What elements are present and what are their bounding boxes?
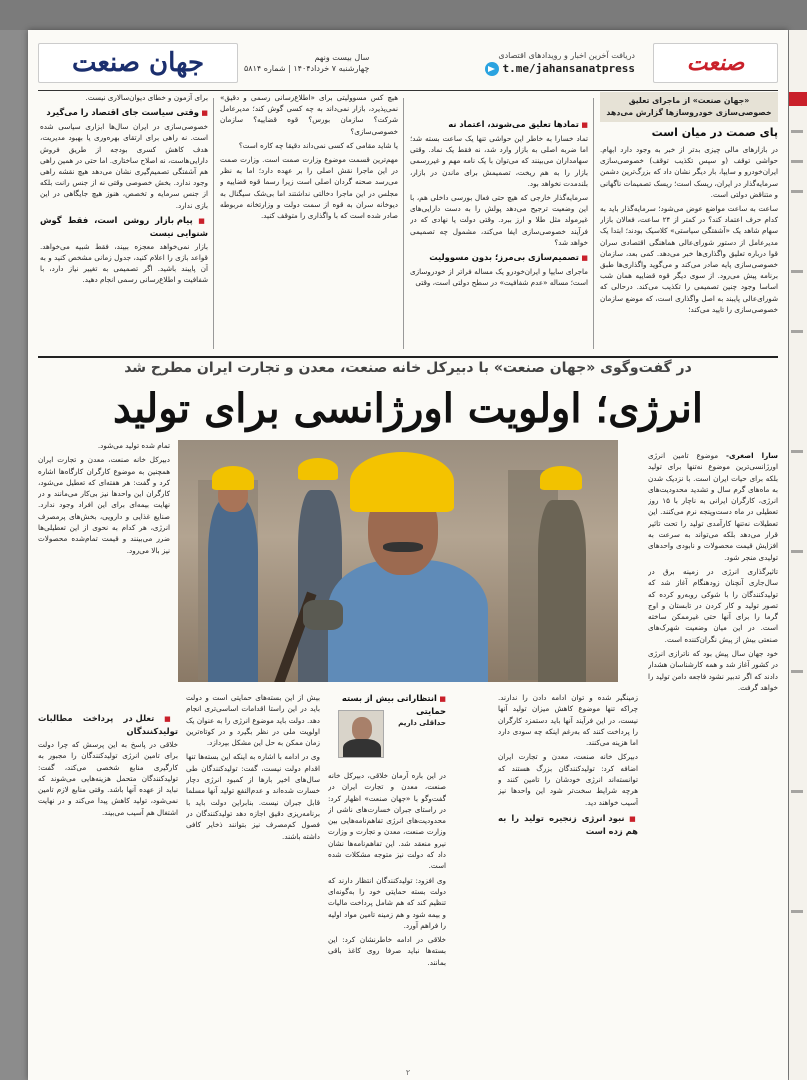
adjacent-text-line <box>791 160 803 163</box>
author-byline: سارا اصغری- <box>726 451 778 460</box>
main-col-left <box>38 440 170 702</box>
top-col2-p2: سرمایه‌گذار خارجی که هیچ حتی فعال بورسی داخلی هم، با این وضعیت ترجیح می‌دهد پولش را به دست دارایی‌های غیرمولد مثل طلا و ارز ببرد. وقتی دولت یا نهادی که در فرآیند خصوصی‌سازی ایفا می‌کند، مشمول چه تصمیمی خواهد شد؟ <box>410 193 588 247</box>
top-title: پای صمت در میان است <box>651 126 778 139</box>
col-divider <box>593 98 594 349</box>
top-col2-p3: ماجرای سایپا و ایران‌خودرو یک مساله فراتر از خودروسازی است؛ مساله «عدم شفافیت» در سطح دولتی است، وقتی <box>410 267 588 288</box>
bg-worker <box>538 500 586 682</box>
adjacent-text-line <box>791 270 803 273</box>
main-article <box>38 440 778 1080</box>
top-col2-subhead1: ■ تمادها تعلیق می‌شوند، اعتماد نه <box>410 118 588 131</box>
left-subhead: ■ تعلل در پرداخت مطالبات تولیدکنندگان <box>38 712 178 737</box>
col-divider <box>213 98 214 349</box>
adjacent-page-edge <box>789 30 807 1080</box>
section-logo <box>653 43 778 83</box>
volume-line: سال بیست ونهم <box>314 52 370 62</box>
main-worker-mustache <box>383 542 423 552</box>
brand-text: جهان صنعت <box>71 48 205 78</box>
workers-photo <box>178 440 618 682</box>
headline-kicker: در گفت‌وگوی «جهان صنعت» با دبیرکل خانه صنعت، معدن و تجارت ایران مطرح شد <box>124 360 692 376</box>
header-rule <box>38 90 778 91</box>
top-col-1 <box>600 92 778 355</box>
portrait-head <box>352 717 372 741</box>
adjacent-text-line <box>791 910 803 913</box>
adjacent-text-line <box>791 670 803 673</box>
mid-col2-p2: وی افزود: تولیدکنندگان انتظار دارند که دولت بسته حمایتی خود را به‌گونه‌ای تنظیم کند که هم شامل پرداخت مالیات و بیمه شود و هم زمینه تامین مواد اولیه را فراهم آورد. <box>328 875 446 930</box>
main-mid-col3 <box>186 692 320 1066</box>
main-worker-helmet <box>350 452 454 512</box>
mid-col1-subhead: ■ نبود انرژی زنجیره تولید را به هم زده است <box>498 812 638 837</box>
mid-col2-p1: در این باره آرمان خلاقی، دبیرکل خانه صنعت، معدن و تجارت ایران در گفت‌وگو با «جهان صنعت» اظهار کرد: در راستای جبران خسارت‌های ناشی از محدودیت‌های انرژی تفاهم‌نامه‌هایی بین وزارت صنعت، معدن و تجارت و وزارت نیرو منعقد شد. این تفاهم‌نامه‌ها نشان داد که دولت نیز متوجه مشکلات شده است. <box>328 771 446 871</box>
newspaper-page <box>28 30 788 1080</box>
main-left-p1: تمام شده تولید می‌شود. <box>97 441 170 450</box>
brand-logo <box>38 43 238 83</box>
top-col4-p2: بازار نمی‌خواهد معجزه ببیند، فقط شبیه می‌خواهد. قواعد بازی را اعلام کنید، جدول زمانی مشخص کنید و به آن پایبند باشید. اگر تصمیمی به تغییر نیاز دارد، با شفافیت و اطلاع‌رسانی رسمی انجام دهید. <box>40 241 208 285</box>
adjacent-text-line <box>791 330 803 333</box>
top-col-2 <box>410 116 588 355</box>
quote-subtitle: حداقلی داریم <box>398 718 446 727</box>
top-col4-subhead1: ■ وقتی سیاست جای اقتصاد را می‌گیرد <box>40 106 208 119</box>
top-col4-p0: برای آزمون و خطای دیوان‌سالاری نیست. <box>85 93 208 102</box>
social-info <box>485 51 635 76</box>
quote-title: ■ انتظاراتی بیش از بسته حمایتی <box>328 692 446 717</box>
main-mid-col2 <box>328 770 446 1066</box>
top-article <box>38 92 778 355</box>
top-col4-subhead2: ■ پیام بازار روشن است، فقط گوش شنوایی نیست <box>40 214 208 239</box>
top-col2-p1: تماد خسارا به خاطر این حواشی تنها یک ساعت بسته شد؛ اما ضربه اصلی به بازار وارد شد، نه فقط یک نماد. وقتی سهامداران می‌بینند که می‌توان با یک نامه مهم و غیررسمی بازار را به هم ریخت، تصمیمش برای ماندن در بازار، بلندمدت نخواهد بود. <box>410 134 588 188</box>
section-logo-text: صنعت <box>686 50 745 76</box>
helmet-icon <box>540 466 582 490</box>
main-right-p1: موضوع تامین انرژی اورژانسی‌ترین موضوع نه‌تنها برای تولید بلکه برای حیات ایران است. با نزدیک شدن به ماه‌های گرم سال و تشدید محدودیت‌های انرژی، کارگران ایرانی به ناچار با ۱۵ روز تعطیلی در ماه دست‌وپنجه نرم می‌کنند. این تعطیلات نه‌تنها کارآمدی تولید را تحت تاثیر قرار می‌دهد بلکه می‌تواند به سرعت به افزایش قیمت محصولات و نابودی واحدهای تولیدی منجر شود. <box>648 451 778 562</box>
worker-glove <box>303 600 343 630</box>
col-divider <box>403 98 404 349</box>
telegram-icon <box>485 62 499 76</box>
issue-info <box>244 52 369 74</box>
top-col-3 <box>220 92 398 355</box>
interviewee-portrait <box>338 710 384 758</box>
adjacent-page-marker <box>789 92 807 106</box>
top-block-rule <box>38 356 778 358</box>
bg-worker <box>208 500 258 682</box>
mid-col1-p2: دبیرکل خانه صنعت، معدن و تجارت ایران اضافه کرد: تولیدکنندگان بزرگ هستند که توانسته‌اند انرژی خودشان را تامین کنند و هرچه شرایط سخت‌تر شود این واحدها نیز آسیب خواهند دید. <box>498 752 638 807</box>
main-left-p2: دبیرکل خانه صنعت، معدن و تجارت ایران همچنین به موضوع کارگران کارگاه‌ها اشاره کرد و گفت: هر هفته‌ای که تعطیل می‌شود، کارگران این واحدها نیز بی‌کار می‌مانند و در نهایت بیمه‌ای برای این افراد وجود ندارد. صنایع غذایی و دارویی، بخش‌های پرمصرف انرژی، هر کدام به نحوی از این تعطیلی‌ها ضرر می‌بینند و قیمت تمام‌شده محصولات نیز بالا می‌رود. <box>38 455 170 555</box>
page-footer <box>38 1068 778 1080</box>
top-col3-p3: مهم‌ترین قسمت موضوع وزارت صمت است. وزارت صمت در این ماجرا نقش اصلی را بر عهده دارد؛ اما به نظر می‌رسد صحنه گردان اصلی است زیرا رسما قوه قضاییه و مجلس در این ماجرا دخالتی نداشتند اما بی‌شک سیگنال به دیوخانه سران به قوه از سمت دولت و وزارتخانه مربوطه صادر شده است که با واگذاری را متوقف کنید. <box>220 155 398 221</box>
top-col1-p2: ساعت به ساعت مواضع عوض می‌شود؛ سرمایه‌گذار باید به کدام حرف اعتماد کند؟ در کمتر از ۲۴ ساعت، فعالان بازار سهام شاهد یک «آشفتگی سیاستی» کلاسیک بودند؛ ابتدا یک مدیرعامل از دستور شورای‌عالی هماهنگی اقتصادی سران قوا درباره تعلیق واگذاری‌ها خبر می‌دهد. کمی بعد، سازمان خصوصی‌سازی پایه صادر می‌کند و می‌گوید واگذاری‌ها طبق برنامه پیش می‌رود. از سوی دیگر قوه قضاییه همان شب اساسا وجود چنین تصمیمی را تکذیب می‌کند. درحالی که شورای‌عالی پایبند به اصل واگذاری است، که موضع سازمان خصوصی‌سازی را تایید می‌کند؛ <box>600 204 778 314</box>
top-col-4 <box>40 92 208 355</box>
date-line: چهارشنبه ۷ خرداد۱۴۰۴ | شماره ۵۸۱۴ <box>244 64 370 73</box>
headline-title: انرژی؛ اولویت اورژانسی برای تولید <box>112 385 704 432</box>
page-number: ۲ <box>405 1068 411 1077</box>
main-worker-shirt <box>328 560 488 682</box>
main-col-right <box>648 450 778 1060</box>
adjacent-text-line <box>791 450 803 453</box>
top-kicker: «جهان صنعت» از ماجرای تعلیق خصوصی‌سازی خودروسازها گزارش می‌دهد <box>600 92 778 122</box>
mid-col3-p1: بیش از این بسته‌های حمایتی است و دولت باید در این راستا اقدامات اساسی‌تری انجام دهد. دولت باید موضوع انرژی را به عنوان یک اولویت ملی در نظر بگیرد و در کوتاه‌ترین زمان ممکن به حل این مشکل بپردازد. <box>186 693 320 748</box>
top-col3-p2: یا شاید مقامی که کسی نمی‌داند دقیقا چه کاره است؟ <box>238 140 398 150</box>
mid-col2-p3: خلاقی در ادامه خاطرنشان کرد: این بسته‌ها نباید صرفا روی کاغذ باقی بمانند. <box>328 935 446 967</box>
window-top-edge <box>0 0 807 30</box>
main-right-p2: تاثیرگذاری انرژی در زمینه برق در سال‌جاری آنچنان زودهنگام آغاز شد که تولیدکنندگان را با شوکی روبه‌رو کرده که تصور تولید و کار کردن در تابستان و اوج گرما را برای آنها حتی غیرممکن ساخته است. در این میان وضعیت شهرک‌های صنعتی بیش از پیش نگران‌کننده است. <box>648 566 778 644</box>
top-col3-p1: هیچ کس مسوولیتی برای «اطلاع‌رسانی رسمی و دقیق» نمی‌پذیرد، بازار نمی‌داند به چه کسی گوش کند؛ مدیرعامل شرکت؟ سازمان بورس؟ قوه قضاییه؟ سازمان خصوصی‌سازی؟ <box>220 93 398 136</box>
adjacent-text-line <box>791 550 803 553</box>
helmet-icon <box>212 466 254 490</box>
mid-col3-p2: وی در ادامه با اشاره به اینکه این بسته‌ها تنها اقدام دولت نیست، گفت: تولیدکنندگان طی سال‌های اخیر بارها از کمبود انرژی دچار خسارت شده‌اند و عدم‌النفع تولید آنها مسلما قابل جبران نیست. بنابراین دولت باید با برنامه‌ریزی دقیق اجازه دهد تولیدکنندگان در فصول کم‌مصرف نیز بتوانند ذخایر کافی داشته باشند. <box>186 752 320 841</box>
helmet-icon <box>298 458 338 480</box>
main-right-p3: خود جهان سال پیش بود که ناترازی انرژی در کشور آغاز شد و همه کارشناسان هشدار دادند که اگر تدبیر نشود فاجعه دامن تولید را خواهد گرفت. <box>648 649 778 692</box>
page-header <box>38 38 778 88</box>
top-col2-subhead2: ■ تصمیم‌سازی بی‌مرز؛ بدون مسوولیت <box>410 251 588 264</box>
adjacent-text-line <box>791 790 803 793</box>
top-col4-p1: خصوصی‌سازی در ایران سال‌ها ابزاری سیاسی شده است. نه راهی برای ارتقای بهره‌وری یا بهبود مدیریت، هدف کاهش کسری بودجه از طریق فروش دارایی‌هاست، نه اصلاح ساختاری. اما حتی در همین راهی هم آشفتگی تصمیم‌گیری نشان می‌دهد هیچ نقشه راهی وجود ندارد. بخش خصوصی وقتی نه از جنس رانت بلکه از جنس سرمایه و تخصص، هنوز هیچ جایگاهی در این بازی ندارد. <box>40 122 208 210</box>
adjacent-text-line <box>791 130 803 133</box>
main-col-left-lower <box>38 708 178 1066</box>
left-lower-p1: خلاقی در پاسخ به این پرسش که چرا دولت برای تامین انرژی تولیدکنندگان را مجبور به کارگیری منابع شخصی می‌کند، گفت: تولیدکنندگان متحمل هزینه‌هایی می‌شوند که نباید از عهده آنها باشد. وقتی منابع لازم تامین نمی‌شود، تولید کاهش پیدا می‌کند و در نهایت اشتغال هم آسیب می‌بیند. <box>38 740 178 817</box>
adjacent-text-line <box>791 190 803 193</box>
top-col1-p1: در بازارهای مالی چیزی بدتر از خبر به وجود دارد ابهام. حواشی توقف (و سپس تکذیب توقف) خصوصی‌سازی ایران‌خودرو و سایپا، بار دیگر نشان داد که بزرگ‌ترین دشمن سرمایه‌گذار در ایران، ریسک است؛ ریسک تصمیمات ناگهانی و متناقض دولتی است. <box>600 145 778 199</box>
mid-col1-p1: زمینگیر شده و توان ادامه دادن را ندارند. چراکه تنها موضوع کاهش میزان تولید آنها نیست، در این فرآیند آنها باید دستمزد کارگران را پرداخت کنند که به‌رغم اینکه چه سودی دارد اما هزینه می‌کنند. <box>498 693 638 748</box>
telegram-url[interactable]: t.me/jahansanatpress <box>502 62 635 75</box>
telegram-link[interactable] <box>485 62 635 76</box>
social-line: دریافت آخرین اخبار و رویدادهای اقتصادی <box>498 50 635 60</box>
main-mid-col1 <box>498 692 638 1066</box>
portrait-body <box>343 739 381 758</box>
